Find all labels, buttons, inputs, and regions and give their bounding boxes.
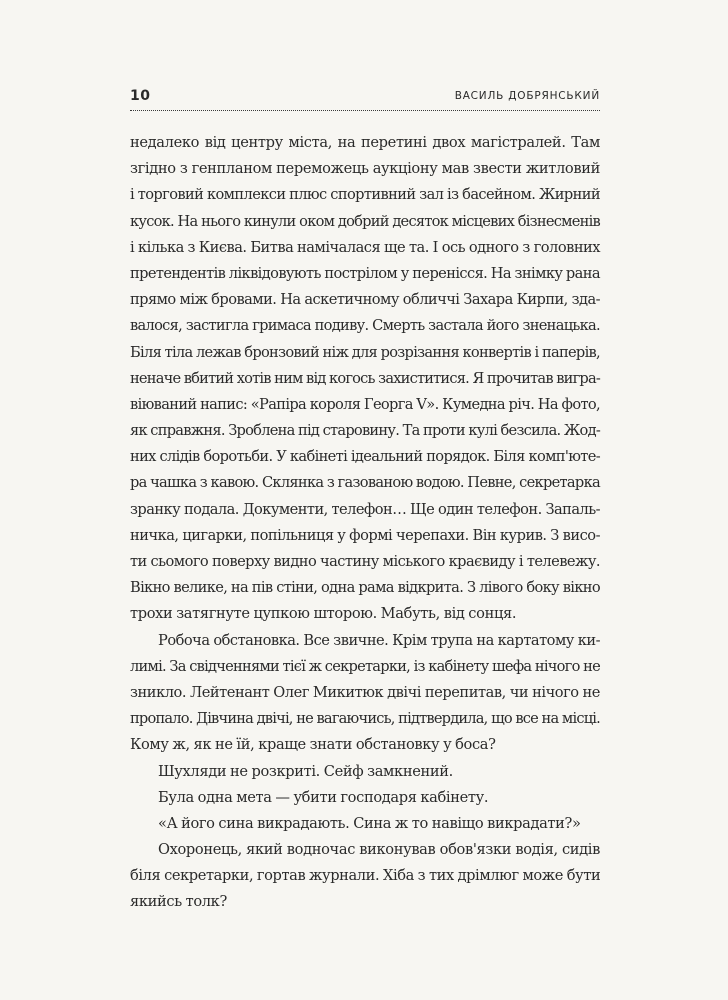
text-line: трохи затягнуте цупкою шторою. Мабуть, від сонця. [130,605,517,623]
text-line: зникло. Лейтенант Олег Микитюк двічі перепитав, чи нічого не [130,683,600,701]
text-line: них слідів боротьби. У кабінеті ідеальний порядок. Біля комп'юте- [130,448,600,466]
text-line: недалеко від центру міста, на перетині двох магістралей. Там [130,134,600,151]
text-line: біля секретарки, гортав журнали. Хіба з тих дрімлюг може бути [130,867,601,885]
text-line: Була одна мета — убити господаря кабінету. [158,788,489,806]
header-dotted-rule [130,110,600,111]
text-line: неначе вбитий хотів ним від когось захиститися. Я прочитав вигра- [130,369,600,387]
author-name: ВАСИЛЬ ДОБРЯНСЬКИЙ [454,90,600,102]
text-line: як справжня. Зроблена під старовину. Та проти кулі безсила. Жод- [130,422,600,440]
text-line: валося, застигла гримаса подиву. Смерть застала його зненацька. [130,317,600,335]
text-line: і кілька з Києва. Битва намічалася ще та. І ось одного з головних [130,238,600,256]
body-text [130,130,600,916]
text-line: Охоронець, який водночас виконував обов'язки водія, сидів [158,841,600,859]
text-line: лимі. За свідченнями тієї ж секретарки, із кабінету шефа нічого не [130,657,600,675]
text-line: віюваний напис: «Рапіра короля Георга V». Кумедна річ. На фото, [130,395,600,413]
text-line: і торговий комплекси плюс спортивний зал із басейном. Жирний [130,186,600,204]
text-line: Шухляди не розкриті. Сейф замкнений. [158,762,453,780]
text-line: «А його сина викрадають. Сина ж то навіщо викрадати?» [158,814,581,832]
text-line: Робоча обстановка. Все звичне. Крім трупа на картатому ки- [158,631,600,649]
text-line: претендентів ліквідовують пострілом у перенісся. На знімку рана [130,264,600,282]
text-line: ничка, цигарки, попільниця у формі черепахи. Він курив. З висо- [130,526,600,544]
text-line: Кому ж, як не їй, краще знати обстановку у боса? [130,736,496,754]
running-head [130,86,600,112]
text-line: прямо між бровами. На аскетичному обличчі Захара Кирпи, зда- [130,291,600,309]
text-line: зранку подала. Документи, телефон… Ще один телефон. Запаль- [130,500,600,518]
text-line: кусок. На нього кинули оком добрий десяток місцевих бізнесменів [130,212,600,230]
text-line: Вікно велике, на пів стіни, одна рама відкрита. З лівого боку вікно [130,579,600,597]
text-line: ра чашка з кавою. Склянка з газованою водою. Певне, секретарка [130,474,600,492]
text-line: якийсь толк? [130,893,227,911]
text-line: пропало. Дівчина двічі, не вагаючись, підтвердила, що все на місці. [130,710,600,728]
text-line: згідно з генпланом переможець аукціону мав звести житловий [130,160,600,178]
text-line: Біля тіла лежав бронзовий ніж для розрізання конвертів і паперів, [130,343,600,361]
page-number: 10 [130,88,151,104]
text-line: ти сьомого поверху видно частину міського краєвиду і телевежу. [130,553,600,570]
